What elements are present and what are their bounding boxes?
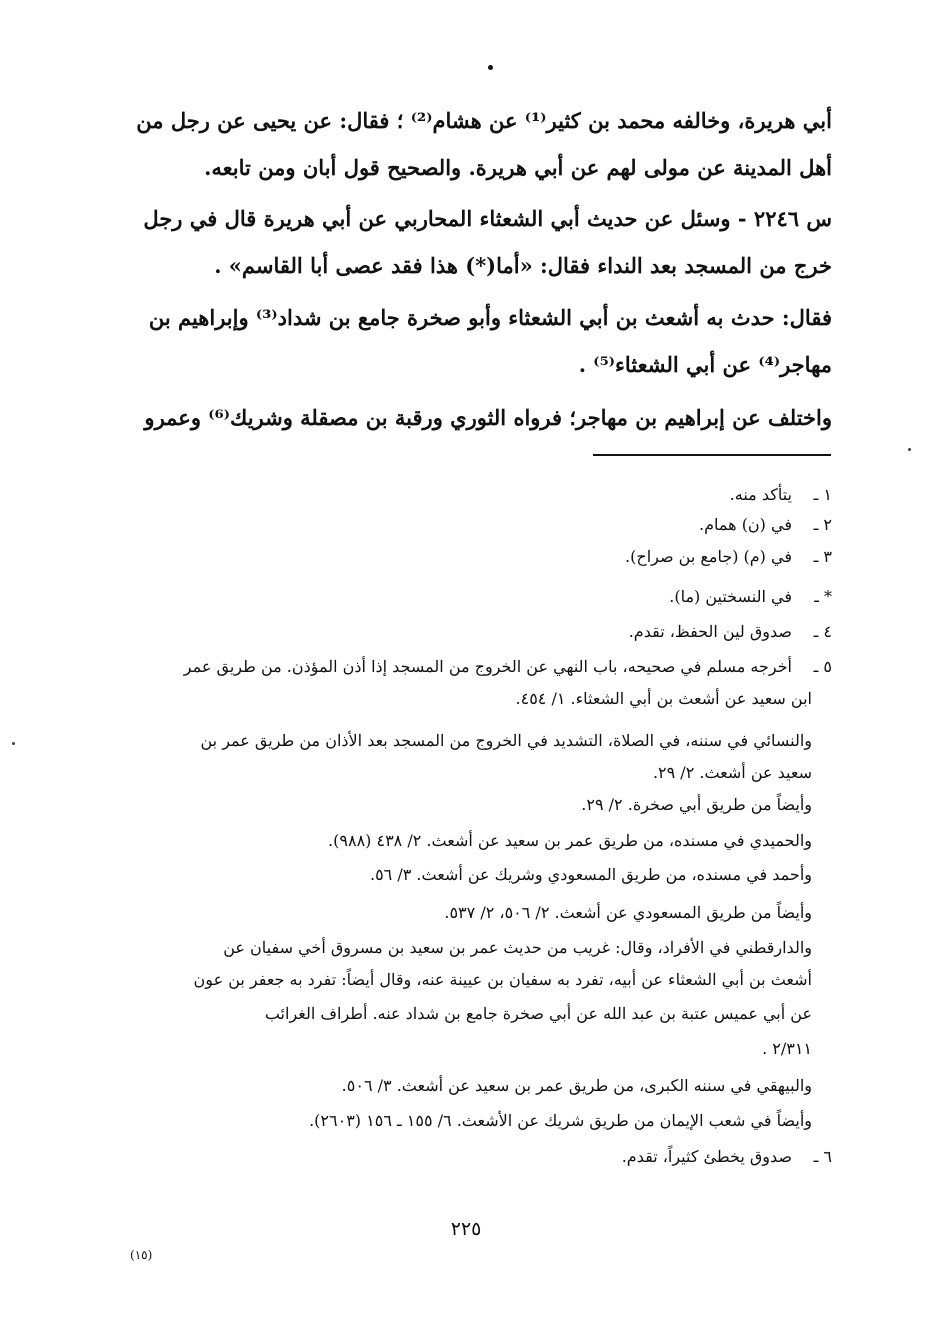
- footnote-continuation: والحميدي في مسنده، من طريق عمر بن سعيد عن أشعث. ٢/ ٤٣٨ (٩٨٨).: [328, 831, 812, 850]
- signature-mark: (١٥): [130, 1248, 153, 1262]
- footnote-mark: ١ ـ: [813, 485, 832, 504]
- text-line: خرج من المسجد بعد النداء فقال: «أما(*) هذا فقد عصى أبا القاسم» .: [214, 253, 832, 278]
- footnote-continuation: ابن سعيد عن أشعث بن أبي الشعثاء. ١/ ٤٥٤.: [515, 689, 812, 708]
- footnote-continuation: وأيضاً من طريق أبي صخرة. ٢/ ٢٩.: [581, 795, 812, 814]
- footnote-continuation: والنسائي في سننه، في الصلاة، التشديد في الخروج من المسجد بعد الأذان من طريق عمر بن: [200, 731, 812, 750]
- footnote-5: [184, 650, 832, 683]
- footnote-mark: ٢ ـ: [813, 515, 832, 534]
- question-number: س ٢٢٤٦ -: [737, 206, 832, 231]
- margin-speck: [908, 448, 911, 451]
- footnote-mark: ٦ ـ: [813, 1147, 832, 1166]
- text-line: مهاجر⁽⁴⁾ عن أبي الشعثاء⁽⁵⁾ .: [578, 352, 832, 377]
- footnote-6: [622, 1140, 832, 1173]
- page-number: ٢٢٥: [450, 1218, 482, 1240]
- text-line: فقال: حدث به أشعث بن أبي الشعثاء وأبو صخرة جامع بن شداد⁽³⁾ وإبراهيم بن: [148, 305, 832, 330]
- question-paragraph: [120, 195, 832, 289]
- text-line-content: وسئل عن حديث أبي الشعثاء المحاربي عن أبي هريرة قال في رجل: [143, 206, 731, 231]
- footnote-continuation: سعيد عن أشعث. ٢/ ٢٩.: [652, 763, 812, 782]
- footnote-mark: ٥ ـ: [813, 657, 832, 676]
- footnote-text: صدوق يخطئ كثيراً، تقدم.: [621, 1147, 792, 1166]
- paragraph-4: [120, 394, 832, 441]
- answer-paragraph: [120, 294, 832, 388]
- footnote-continuation: وأحمد في مسنده، من طريق المسعودي وشريك عن أشعث. ٣/ ٥٦.: [369, 865, 812, 884]
- footnote-continuation: والدارقطني في الأفراد، وقال: غريب من حديث عمر بن سعيد بن مسروق أخي سفيان عن: [223, 938, 812, 957]
- footnote-star: [669, 580, 832, 613]
- footnote-text: صدوق لين الحفظ، تقدم.: [628, 622, 792, 641]
- footnote-continuation: وأيضاً في شعب الإيمان من طريق شريك عن الأشعث. ٦/ ١٥٥ ـ ١٥٦ (٢٦٠٣).: [309, 1111, 812, 1130]
- footnote-text: في النسختين (ما).: [669, 587, 792, 606]
- footnote-continuation: أشعث بن أبي الشعثاء عن أبيه، تفرد به سفيان بن عيينة عنه، وقال أيضاً: تفرد به جعفر بن عون: [193, 970, 812, 989]
- text-line: واختلف عن إبراهيم بن مهاجر؛ فرواه الثوري ورقبة بن مصقلة وشريك⁽⁶⁾ وعمرو: [144, 405, 832, 430]
- text-line: أهل المدينة عن مولى لهم عن أبي هريرة. والصحيح قول أبان ومن تابعه.: [204, 155, 832, 180]
- footnote-continuation: والبيهقي في سننه الكبرى، من طريق عمر بن سعيد عن أشعث. ٣/ ٥٠٦.: [341, 1076, 812, 1095]
- footnote-4: [629, 615, 832, 648]
- footnote-text: يتأكد منه.: [729, 485, 792, 504]
- text-line: أبي هريرة، وخالفه محمد بن كثير⁽¹⁾ عن هشام⁽²⁾ ؛ فقال: عن يحيى عن رجل من: [136, 108, 832, 133]
- footnote-text: أخرجه مسلم في صحيحه، باب النهي عن الخروج من المسجد إذا أذن المؤذن. من طريق عمر: [183, 657, 792, 676]
- text-line: [120, 195, 832, 242]
- footnote-2: [699, 508, 832, 541]
- footnote-mark: ٤ ـ: [813, 622, 832, 641]
- footnote-separator: [593, 454, 831, 456]
- paragraph-1: [120, 97, 832, 191]
- footnote-continuation: وأيضاً من طريق المسعودي عن أشعث. ٢/ ٥٠٦، ٢/ ٥٣٧.: [444, 903, 812, 922]
- footnote-3: [625, 540, 832, 573]
- footnote-text: في (م) (جامع بن صراح).: [625, 547, 792, 566]
- footnote-continuation: ٢/٣١١ .: [762, 1039, 812, 1058]
- footnote-continuation: عن أبي عميس عتبة بن عبد الله عن أبي صخرة جامع بن شداد عنه. أطراف الغرائب: [264, 1004, 812, 1023]
- footnote-1: [730, 478, 832, 511]
- footnote-mark: ٣ ـ: [813, 547, 832, 566]
- margin-speck: [12, 742, 15, 745]
- footnote-mark: * ـ: [814, 587, 832, 606]
- footnote-text: في (ن) همام.: [699, 515, 792, 534]
- top-dot: [488, 65, 493, 70]
